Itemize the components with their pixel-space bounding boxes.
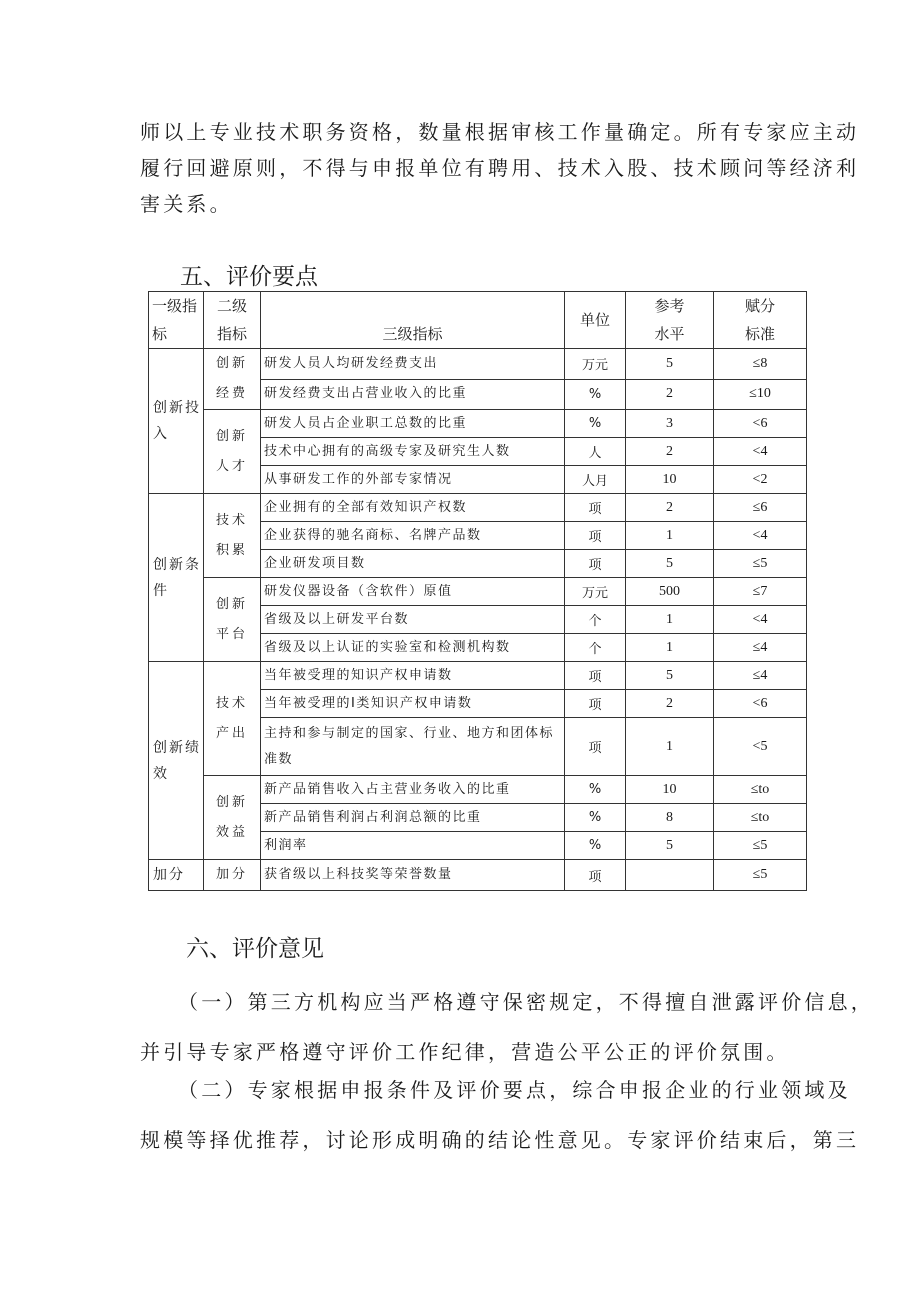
subgroup-label-line2: 人才 [215, 458, 248, 474]
header-level3-text: 三级指标 [382, 325, 443, 343]
header-scoring-line2: 标准 [744, 325, 775, 343]
subgroup-label-line1: 创新 [215, 794, 248, 810]
unit-cell: % [565, 776, 626, 804]
header-level1-line1: 一级指 [152, 297, 198, 315]
unit-cell: 人 [565, 438, 626, 466]
table-row [149, 578, 807, 606]
indicator-cell: 研发仪器设备（含软件）原值 [261, 578, 565, 606]
reference-cell: 8 [626, 804, 714, 832]
reference-cell: 1 [626, 718, 714, 776]
subgroup-label-line2: 积累 [215, 542, 248, 558]
subgroup-label-talent [204, 410, 261, 494]
subgroup-label-line2: 产出 [215, 725, 248, 741]
reference-cell: 2 [626, 494, 714, 522]
unit-cell: 项 [565, 494, 626, 522]
reference-cell: 1 [626, 606, 714, 634]
header-level2-line2: 指标 [216, 325, 247, 343]
reference-cell [626, 860, 714, 891]
subgroup-label-platform [204, 578, 261, 662]
table-header-row [149, 292, 807, 349]
section6-heading: 六、评价意见 [186, 936, 324, 962]
unit-cell: 万元 [565, 578, 626, 606]
group-label-line1: 创新绩 [153, 739, 201, 756]
s6p1-line-1: （一）第三方机构应当严格遵守保密规定，不得擅自泄露评价信息， [178, 990, 874, 1014]
reference-cell: 5 [626, 662, 714, 690]
unit-cell: 项 [565, 690, 626, 718]
score-cell: ≤to [714, 804, 807, 832]
table-row [149, 776, 807, 804]
score-cell: <4 [714, 606, 807, 634]
unit-cell: 个 [565, 606, 626, 634]
section6-paragraph-2 [140, 1072, 860, 1158]
indicator-cell: 新产品销售收入占主营业务收入的比重 [261, 776, 565, 804]
reference-cell: 3 [626, 410, 714, 438]
intro-line-3: 害关系。 [140, 192, 233, 216]
intro-line-1: 师以上专业技术职务资格，数量根据审核工作量确定。所有专家应主动 [140, 120, 860, 144]
subgroup-label-line2: 经费 [215, 386, 248, 401]
section5-heading: 五、评价要点 [180, 264, 318, 290]
reference-cell: 500 [626, 578, 714, 606]
score-cell: ≤4 [714, 662, 807, 690]
table-row [149, 349, 807, 380]
reference-cell: 5 [626, 349, 714, 380]
evaluation-table [148, 291, 807, 891]
score-cell: <4 [714, 438, 807, 466]
header-level3 [261, 292, 565, 349]
indicator-cell: 研发人员人均研发经费支出 [261, 349, 565, 380]
unit-cell: 万元 [565, 349, 626, 380]
table-row [149, 410, 807, 438]
s6p1-line-2: 并引导专家严格遵守评价工作纪律，营造公平公正的评价氛围。 [140, 1040, 790, 1064]
reference-cell: 10 [626, 776, 714, 804]
indicator-cell: 获省级以上科技奖等荣誉数量 [261, 860, 565, 891]
group-label-bonus: 加分 [149, 860, 204, 891]
s6p2-line-2: 规模等择优推荐，讨论形成明确的结论性意见。专家评价结束后，第三 [140, 1128, 860, 1152]
indicator-cell: 从事研发工作的外部专家情况 [261, 466, 565, 494]
indicator-cell: 企业获得的驰名商标、名牌产品数 [261, 522, 565, 550]
indicator-cell: 新产品销售利润占利润总额的比重 [261, 804, 565, 832]
subgroup-label-line2: 平台 [215, 626, 248, 642]
reference-cell: 2 [626, 379, 714, 410]
indicator-cell: 当年被受理的Ⅰ类知识产权申请数 [261, 690, 565, 718]
group-label-line2: 效 [153, 765, 169, 782]
reference-cell: 2 [626, 690, 714, 718]
group-label-line2: 件 [153, 582, 169, 599]
s6p2-line-1: （二）专家根据申报条件及评价要点，综合申报企业的行业领域及 [178, 1078, 851, 1102]
table-row [149, 860, 807, 891]
header-unit: 单位 [565, 292, 626, 349]
score-cell: ≤5 [714, 860, 807, 891]
table-row [149, 662, 807, 690]
score-cell: <5 [714, 718, 807, 776]
reference-cell: 2 [626, 438, 714, 466]
subgroup-label-tech-accumulation [204, 494, 261, 578]
score-cell: <6 [714, 410, 807, 438]
unit-cell: 项 [565, 860, 626, 891]
score-cell: ≤5 [714, 550, 807, 578]
indicator-cell: 利润率 [261, 832, 565, 860]
reference-cell: 1 [626, 522, 714, 550]
subgroup-label-line1: 技术 [215, 512, 248, 528]
group-label-innovation-input [149, 349, 204, 494]
group-label-innovation-conditions [149, 494, 204, 662]
group-label-innovation-performance [149, 662, 204, 860]
indicator-cell: 省级及以上研发平台数 [261, 606, 565, 634]
unit-cell: 项 [565, 550, 626, 578]
subgroup-label-line1: 创新 [215, 428, 248, 444]
intro-paragraph [140, 114, 860, 222]
subgroup-label-line1: 创新 [215, 596, 248, 612]
unit-cell: 项 [565, 522, 626, 550]
header-scoring [714, 292, 807, 349]
score-cell: ≤10 [714, 379, 807, 410]
score-cell: <2 [714, 466, 807, 494]
header-level2-line1: 二级 [216, 297, 247, 315]
unit-cell: 个 [565, 634, 626, 662]
unit-cell: 项 [565, 718, 626, 776]
indicator-cell: 研发经费支出占营业收入的比重 [261, 379, 565, 410]
score-cell: ≤4 [714, 634, 807, 662]
unit-cell: % [565, 379, 626, 410]
subgroup-label-line2: 效益 [215, 824, 248, 840]
reference-cell: 5 [626, 550, 714, 578]
subgroup-label-tech-output [204, 662, 261, 776]
score-cell: ≤6 [714, 494, 807, 522]
indicator-cell: 企业研发项目数 [261, 550, 565, 578]
subgroup-label-funding [204, 349, 261, 410]
unit-cell: % [565, 832, 626, 860]
header-level1-line2: 标 [152, 325, 168, 343]
subgroup-label-line1: 技术 [215, 695, 248, 711]
score-cell: <6 [714, 690, 807, 718]
score-cell: ≤to [714, 776, 807, 804]
reference-cell: 5 [626, 832, 714, 860]
table-row [149, 494, 807, 522]
score-cell: ≤8 [714, 349, 807, 380]
indicator-cell: 省级及以上认证的实验室和检测机构数 [261, 634, 565, 662]
indicator-cell: 主持和参与制定的国家、行业、地方和团体标准数 [261, 718, 565, 776]
unit-cell: 项 [565, 662, 626, 690]
header-reference-line2: 水平 [654, 325, 685, 343]
subgroup-label-benefit [204, 776, 261, 860]
indicator-cell: 企业拥有的全部有效知识产权数 [261, 494, 565, 522]
score-cell: ≤7 [714, 578, 807, 606]
unit-cell: % [565, 410, 626, 438]
unit-cell: 人月 [565, 466, 626, 494]
score-cell: ≤5 [714, 832, 807, 860]
reference-cell: 1 [626, 634, 714, 662]
header-reference [626, 292, 714, 349]
group-label-line2: 入 [153, 426, 169, 442]
indicator-cell: 研发人员占企业职工总数的比重 [261, 410, 565, 438]
indicator-cell: 技术中心拥有的高级专家及研究生人数 [261, 438, 565, 466]
header-reference-line1: 参考 [654, 297, 685, 315]
group-label-line1: 创新投 [153, 400, 201, 416]
section6-paragraph-1 [140, 984, 874, 1070]
indicator-cell: 当年被受理的知识产权申请数 [261, 662, 565, 690]
group-label-line1: 创新条 [153, 556, 201, 573]
header-level2 [204, 292, 261, 349]
score-cell: <4 [714, 522, 807, 550]
intro-line-2: 履行回避原则，不得与申报单位有聘用、技术入股、技术顾问等经济利 [140, 156, 860, 180]
header-scoring-line1: 赋分 [744, 297, 775, 315]
subgroup-label-bonus: 加分 [204, 860, 261, 891]
header-level1 [149, 292, 204, 349]
unit-cell: % [565, 804, 626, 832]
reference-cell: 10 [626, 466, 714, 494]
subgroup-label-line1: 创新 [215, 356, 248, 371]
